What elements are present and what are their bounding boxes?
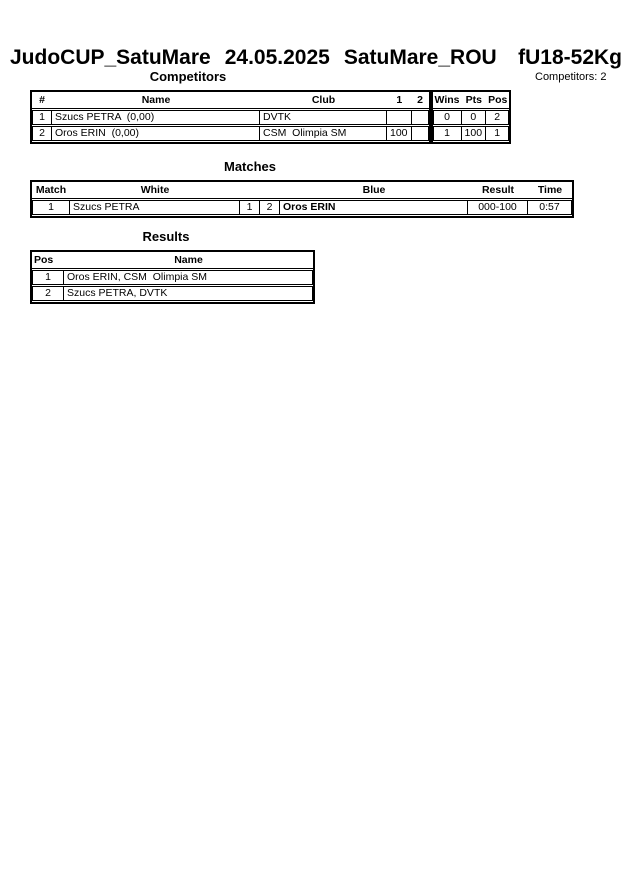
competitor-pos: 1: [486, 126, 509, 141]
match-blue-name: Oros ERIN: [280, 200, 468, 215]
col-header-blue-num: [260, 183, 280, 199]
competitor-club: DVTK: [260, 110, 387, 125]
col-header-blue: Blue: [280, 183, 468, 199]
table-row: [32, 270, 313, 285]
matches-header-row: [32, 183, 572, 199]
title-event: JudoCUP_SatuMare: [10, 46, 211, 69]
col-header-round2: 2: [412, 93, 429, 109]
col-header-time: Time: [528, 183, 572, 199]
page-title: [10, 46, 622, 70]
table-row: [32, 286, 313, 301]
match-white-name: Szucs PETRA: [70, 200, 240, 215]
results-heading: Results: [142, 229, 190, 244]
competitors-main-table: [30, 90, 431, 144]
col-header-round1: 1: [387, 93, 412, 109]
competitor-round2-score: [412, 110, 429, 125]
table-row: [32, 126, 429, 141]
competitor-round1-score: [387, 110, 412, 125]
title-date: 24.05.2025: [224, 46, 330, 69]
match-time: 0:57: [528, 200, 572, 215]
col-header-club: Club: [260, 93, 387, 109]
col-header-name: Name: [64, 253, 313, 269]
competitors-heading: Competitors: [149, 69, 227, 84]
col-header-pts: Pts: [462, 93, 487, 109]
competitor-wins: 1: [433, 126, 462, 141]
result-name: Oros ERIN, CSM Olimpia SM: [64, 270, 313, 285]
col-header-pos: Pos: [486, 93, 509, 109]
col-header-num: #: [32, 93, 52, 109]
competitor-num: 2: [32, 126, 52, 141]
col-header-wins: Wins: [433, 93, 462, 109]
match-white-competitor-num: 1: [240, 200, 260, 215]
title-location: SatuMare_ROU: [343, 46, 497, 69]
match-blue-competitor-num: 2: [260, 200, 280, 215]
stats-header-row: [433, 93, 510, 109]
match-number: 1: [32, 200, 70, 215]
col-header-match: Match: [32, 183, 70, 199]
match-result: 000-100: [468, 200, 528, 215]
result-name: Szucs PETRA, DVTK: [64, 286, 313, 301]
results-table: [30, 250, 315, 304]
table-row: [32, 110, 429, 125]
competitor-wins: 0: [433, 110, 462, 125]
table-row: [32, 200, 572, 215]
matches-heading: Matches: [223, 159, 277, 174]
competitor-num: 1: [32, 110, 52, 125]
results-header-row: [32, 253, 313, 269]
result-pos: 1: [32, 270, 64, 285]
title-category: fU18-52Kg: [518, 46, 622, 69]
competitors-stats-table: [431, 90, 512, 144]
matches-table: [30, 180, 574, 218]
col-header-result: Result: [468, 183, 528, 199]
col-header-white: White: [70, 183, 240, 199]
competitor-round2-score: [412, 126, 429, 141]
table-row: [433, 126, 510, 141]
competitor-name: Szucs PETRA (0,00): [52, 110, 260, 125]
col-header-name: Name: [52, 93, 260, 109]
table-row: [433, 110, 510, 125]
competitor-name: Oros ERIN (0,00): [52, 126, 260, 141]
result-pos: 2: [32, 286, 64, 301]
competitors-count: Competitors: 2: [535, 71, 607, 83]
col-header-pos: Pos: [32, 253, 64, 269]
competitor-pts: 0: [462, 110, 487, 125]
competitor-pts: 100: [462, 126, 487, 141]
competitors-header-row: [32, 93, 429, 109]
competitor-club: CSM Olimpia SM: [260, 126, 387, 141]
col-header-white-num: [240, 183, 260, 199]
competitor-round1-score: 100: [387, 126, 412, 141]
competitor-pos: 2: [486, 110, 509, 125]
competitors-table: [30, 90, 511, 144]
